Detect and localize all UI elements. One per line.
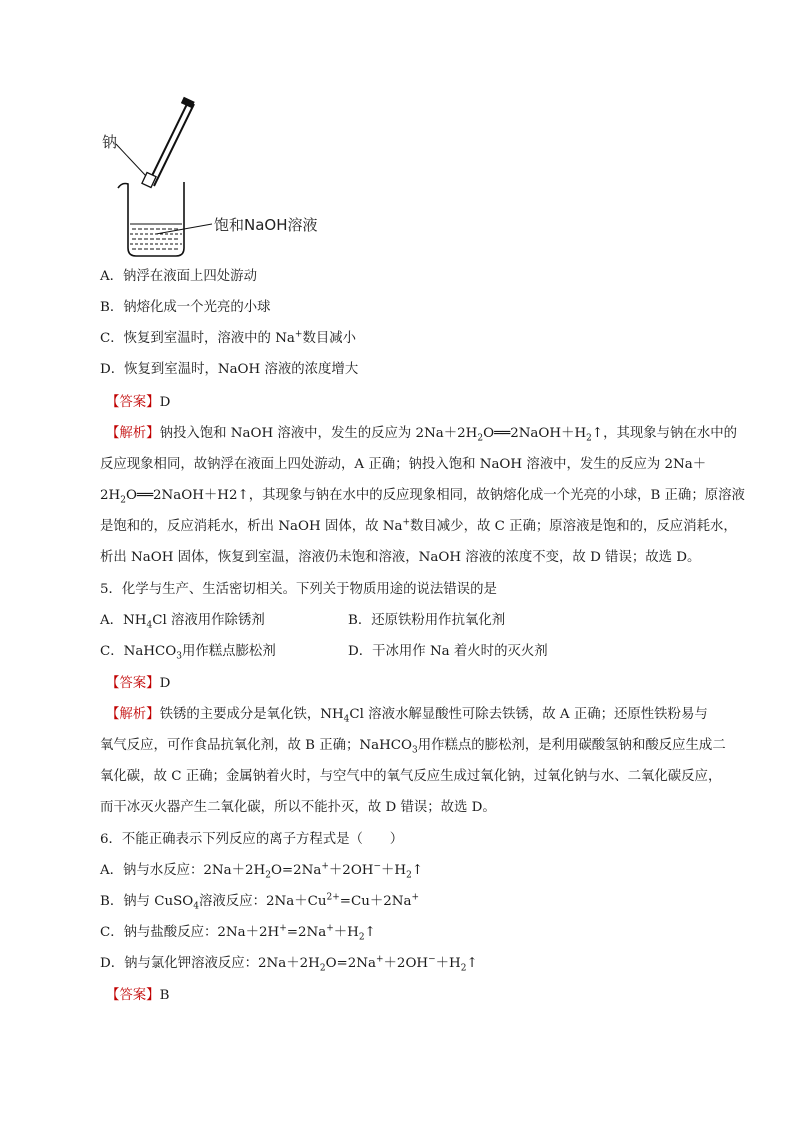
q5-options-row-1 bbox=[100, 611, 740, 631]
q4-analysis-line-3: $2H_2O══2NaOH+H2↑$，其现象与钠在水中的反应现象相同，故钠熔化成一个光亮的小球，B 正确；原溶液 bbox=[100, 488, 745, 506]
q4-analysis-line-4: 是饱和的，反应消耗水，析出 NaOH 固体，故 Na+数目减少，故 C 正确；原溶液是饱和的，反应消耗水， bbox=[100, 517, 737, 534]
q4-answer: 【答案】D bbox=[106, 395, 171, 410]
q5-option-b: B．还原铁粉用作抗氧化剂 bbox=[348, 613, 506, 628]
q6-option-c: C．钠与盐酸反应：$2Na+2H^+=2Na^++H_2↑$ bbox=[100, 923, 376, 943]
beaker-figure bbox=[96, 96, 356, 266]
q4-option-a: A．钠浮在液面上四处游动 bbox=[100, 269, 257, 284]
q5-option-d: D．干冰用作 Na 着火时的灭火剂 bbox=[348, 644, 548, 659]
q4-option-b: B．钠熔化成一个光亮的小球 bbox=[100, 300, 271, 315]
sodium-label: 钠 bbox=[102, 133, 118, 151]
q5-analysis-line-1: 【解析】铁锈的主要成分是氧化铁，$NH_4Cl$ 溶液水解显酸性可除去铁锈，故 A 正确；还原性铁粉易与 bbox=[106, 707, 708, 725]
q5-options-row-2 bbox=[100, 642, 740, 662]
q5-analysis-line-3: 氧化碳，故 C 正确；金属钠着火时，与空气中的氧气反应生成过氧化钠，过氧化钠与水、二氧化碳反应， bbox=[100, 769, 722, 784]
q4-analysis-line-2: 反应现象相同，故钠浮在液面上四处游动，A 正确；钠投入饱和 NaOH 溶液中，发生的反应为 2Na＋ bbox=[100, 457, 707, 472]
q4-option-c: C．恢复到室温时，溶液中的 Na+数目减小 bbox=[100, 329, 356, 346]
q5-option-c: C．NaHCO$_3$用作糕点膨松剂 bbox=[100, 644, 276, 662]
q5-answer: 【答案】D bbox=[106, 676, 171, 691]
q4-analysis-line-5: 析出 NaOH 固体，恢复到室温，溶液仍未饱和溶液，NaOH 溶液的浓度不变，故 D 错误；故选 D。 bbox=[100, 550, 701, 565]
q6-option-b: B．钠与 CuSO$_4$溶液反应：$2Na+Cu^{2+}=Cu+2Na^+$ bbox=[100, 892, 419, 912]
beaker-diagram-icon bbox=[96, 96, 356, 266]
q4-analysis-line-1: 【解析】钠投入饱和 NaOH 溶液中，发生的反应为 $2Na+2H_2O══2NaOH+H_2↑$，其现象与钠在水中的 bbox=[106, 426, 738, 444]
q5-analysis-line-4: 而干冰灭火器产生二氧化碳，所以不能扑灭，故 D 错误；故选 D。 bbox=[100, 800, 496, 815]
q5-option-a: A．$NH_4Cl$ 溶液用作除锈剂 bbox=[100, 613, 265, 631]
solution-label: 饱和NaOH溶液 bbox=[214, 216, 318, 234]
q6-stem: 6．不能正确表示下列反应的离子方程式是（ ） bbox=[100, 832, 404, 847]
q6-option-a: A．钠与水反应：$2Na+2H_2O=2Na^++2OH^-+H_2↑$ bbox=[100, 861, 424, 881]
q5-analysis-line-2: 氧气反应，可作食品抗氧化剂，故 B 正确；NaHCO$_3$用作糕点的膨松剂，是利用碳酸氢钠和酸反应生成二 bbox=[100, 738, 726, 756]
q6-answer: 【答案】B bbox=[106, 988, 170, 1003]
q5-stem: 5．化学与生产、生活密切相关。下列关于物质用途的说法错误的是 bbox=[100, 582, 497, 597]
q4-option-d: D．恢复到室温时，NaOH 溶液的浓度增大 bbox=[100, 362, 359, 377]
q6-option-d: D．钠与氯化钾溶液反应：$2Na+2H_2O=2Na^++2OH^-+H_2↑$ bbox=[100, 954, 478, 974]
